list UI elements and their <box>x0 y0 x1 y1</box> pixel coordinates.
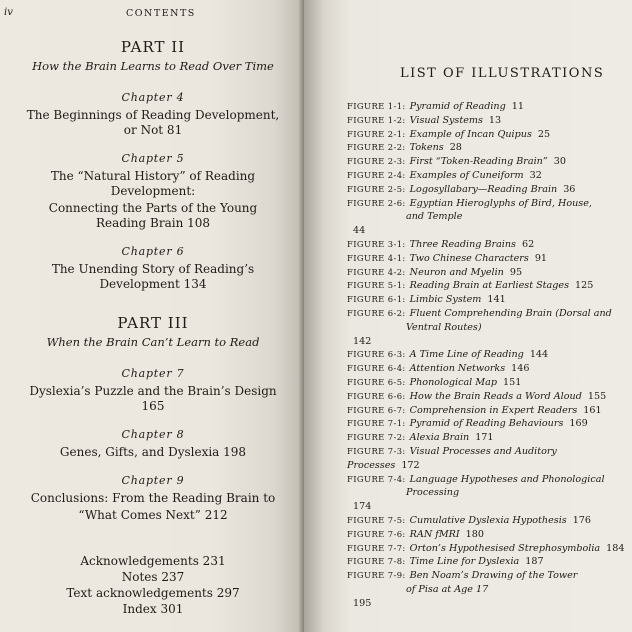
backmatter-entry: Acknowledgements 231 <box>80 554 226 568</box>
figure-entry <box>347 114 629 128</box>
figure-entry <box>347 183 629 197</box>
backmatter-entry: Notes 237 <box>121 570 185 584</box>
figure-number: FIGURE 2-6: <box>347 197 406 208</box>
figure-title <box>406 142 462 153</box>
chapter-label: Chapter 6 <box>121 245 185 258</box>
figure-entry <box>347 252 629 266</box>
chapter-title-line: “What Comes Next” 212 <box>78 508 228 522</box>
figure-number: FIGURE 7-7: <box>347 542 406 553</box>
figure-title <box>406 115 501 126</box>
chapter-entry <box>22 428 284 460</box>
figure-page-number: 195 <box>353 597 372 609</box>
figure-title <box>406 349 548 360</box>
figure-number: FIGURE 4-2: <box>347 266 406 277</box>
figure-number: FIGURE 1-2: <box>347 114 406 125</box>
figure-page-number: 172 <box>401 459 420 471</box>
figure-title-line: Processing <box>406 487 460 499</box>
chapter-title-line: The Unending Story of Reading’s Development 134 <box>51 262 255 291</box>
figure-title-line: Two Chinese Characters <box>409 252 529 264</box>
figure-title <box>406 377 522 388</box>
figure-title-line: How the Brain Reads a Word Aloud <box>409 390 582 402</box>
chapter-title-line: Connecting the Parts of the Young Reading Brain 108 <box>48 201 258 230</box>
figure-title-line: Pyramid of Reading <box>409 101 506 112</box>
figure-title-line: of Pisa at Age 17 <box>406 583 489 595</box>
figure-title-line: Time Line for Dyslexia <box>409 556 520 568</box>
figure-entry <box>347 100 629 114</box>
page-folio: iv <box>4 7 13 18</box>
figure-number: FIGURE 6-3: <box>347 349 406 360</box>
figure-entry <box>347 348 629 362</box>
figure-number: FIGURE 7-5: <box>347 514 406 525</box>
figure-page-number: 180 <box>465 528 484 540</box>
chapter-title-line: The “Natural History” of Reading Development: <box>50 169 256 198</box>
chapter-entry <box>22 152 284 231</box>
figure-number: FIGURE 6-6: <box>347 390 406 401</box>
figure-page-number: 30 <box>553 156 566 168</box>
figure-title-line: Language Hypotheses and Phonological <box>409 473 605 485</box>
chapter-title-line: The Beginnings of Reading Development, or Not 81 <box>26 108 280 137</box>
figure-page-number: 44 <box>353 225 366 237</box>
backmatter-entry: Text acknowledgements 297 <box>66 586 240 600</box>
part-heading <box>22 38 284 73</box>
figure-entry <box>347 417 629 431</box>
figure-number: FIGURE 7-4: <box>347 473 406 484</box>
figure-title-line: Tokens <box>409 142 444 154</box>
figure-page-number: 36 <box>563 183 576 195</box>
figure-title <box>406 556 544 567</box>
figure-number: FIGURE 7-2: <box>347 432 406 443</box>
figure-title-line: Orton’s Hypothesised Strephosymbolia <box>409 542 601 554</box>
figure-entry <box>347 528 629 542</box>
table-of-contents <box>22 38 284 617</box>
figure-page-number: 184 <box>606 542 625 554</box>
figure-page-number: 171 <box>475 432 494 444</box>
figure-title-line: A Time Line of Reading <box>409 349 524 361</box>
figure-number: FIGURE 6-5: <box>347 376 406 387</box>
figure-entry <box>347 514 629 528</box>
figure-title-line: Cumulative Dyslexia Hypothesis <box>409 514 567 526</box>
figure-number: FIGURE 7-8: <box>347 556 406 567</box>
figure-page-number: 187 <box>525 556 544 568</box>
part-subtitle: When the Brain Can’t Learn to Read <box>46 335 260 349</box>
figure-title-line: Example of Incan Quipus <box>409 128 532 140</box>
figure-title <box>406 543 625 554</box>
figure-title-line: Attention Networks <box>409 363 506 375</box>
figure-page-number: 13 <box>488 114 502 126</box>
figure-title-line: Visual Processes and Auditory Processes <box>347 445 557 471</box>
figure-title <box>406 184 576 195</box>
figure-title <box>406 239 535 250</box>
figure-title-line: Logosyllabary—Reading Brain <box>409 183 558 195</box>
figure-page-number: 169 <box>569 418 588 430</box>
figure-number: FIGURE 2-1: <box>347 128 406 139</box>
figure-number: FIGURE 6-2: <box>347 307 406 318</box>
chapter-title-line: Dyslexia’s Puzzle and the Brain’s Design 165 <box>29 384 277 413</box>
figure-number: FIGURE 2-2: <box>347 142 406 153</box>
figure-entry <box>347 266 629 280</box>
figure-entry <box>347 293 629 307</box>
figure-number: FIGURE 7-3: <box>347 445 406 456</box>
figure-title <box>406 129 550 140</box>
figure-entry <box>347 569 629 610</box>
figure-entry <box>347 197 629 238</box>
figure-title <box>406 418 588 429</box>
figure-title <box>406 280 594 291</box>
figure-title-line: Ventral Routes) <box>406 321 482 333</box>
chapter-label: Chapter 8 <box>121 428 185 441</box>
figure-entry <box>347 169 629 183</box>
chapter-entry <box>22 91 284 138</box>
figure-title-line: Three Reading Brains <box>409 238 516 250</box>
figure-title <box>406 101 524 112</box>
figure-title-line: Neuron and Myelin <box>409 266 504 278</box>
figure-title-line: Reading Brain at Earliest Stages <box>409 280 569 292</box>
chapter-entry <box>22 367 284 414</box>
figure-entry <box>347 238 629 252</box>
figure-title-line: First “Token-Reading Brain” <box>409 156 548 168</box>
figure-entry <box>347 155 629 169</box>
part-title: PART II <box>120 38 186 56</box>
chapter-label: Chapter 5 <box>121 152 185 165</box>
figure-number: FIGURE 7-6: <box>347 528 406 539</box>
figure-number: FIGURE 1-1: <box>347 101 406 111</box>
figure-title-line: Examples of Cuneiform <box>409 169 524 181</box>
figure-entry <box>347 279 629 293</box>
figure-number: FIGURE 7-9: <box>347 570 406 581</box>
figure-title-line: Comprehension in Expert Readers <box>409 404 578 416</box>
figure-page-number: 146 <box>511 363 530 375</box>
figure-number: FIGURE 2-5: <box>347 183 406 194</box>
chapter-label: Chapter 7 <box>121 367 185 380</box>
figure-entry <box>347 141 629 155</box>
figure-number: FIGURE 3-1: <box>347 238 406 249</box>
figure-number: FIGURE 7-1: <box>347 418 406 429</box>
figure-page-number: 151 <box>503 376 522 388</box>
figure-entry <box>347 542 629 556</box>
figure-page-number: 62 <box>521 238 535 250</box>
chapter-entry <box>22 474 284 523</box>
figure-title-line: Visual Systems <box>409 114 483 126</box>
figure-title-line: Limbic System <box>409 294 482 306</box>
figure-page-number: 176 <box>572 514 591 526</box>
figure-title <box>406 267 522 278</box>
figure-number: FIGURE 2-3: <box>347 156 406 167</box>
figure-title-line: Phonological Map <box>409 376 497 388</box>
illustrations-list <box>347 100 629 610</box>
figure-title-line: Ben Noam’s Drawing of the Tower <box>409 570 578 582</box>
figure-page-number: 32 <box>529 169 542 181</box>
figure-page-number: 161 <box>583 404 602 416</box>
figure-entry <box>347 555 629 569</box>
figure-title-line: and Temple <box>406 211 463 223</box>
part-title: PART III <box>117 314 189 332</box>
chapter-label: Chapter 4 <box>121 91 185 104</box>
figure-page-number: 174 <box>353 501 372 513</box>
figure-entry <box>347 473 629 514</box>
figure-title-line: Egyptian Hieroglyphs of Bird, House, <box>409 197 592 209</box>
figure-title <box>406 253 547 264</box>
figure-entry <box>347 128 629 142</box>
backmatter-entry: Index 301 <box>122 602 184 616</box>
part-subtitle: How the Brain Learns to Read Over Time <box>32 59 274 73</box>
figure-title-line: Alexia Brain <box>409 432 470 444</box>
figure-title <box>406 170 542 181</box>
figure-title-line: Fluent Comprehending Brain (Dorsal and <box>409 307 612 319</box>
chapter-title-line: Genes, Gifts, and Dyslexia 198 <box>59 445 247 459</box>
figure-number: FIGURE 6-4: <box>347 363 406 374</box>
figure-title <box>406 156 566 167</box>
figure-page-number: 125 <box>575 280 594 292</box>
figure-entry <box>347 404 629 418</box>
figure-page-number: 95 <box>509 266 523 278</box>
figure-page-number: 141 <box>487 294 506 306</box>
figure-entry <box>347 376 629 390</box>
figure-page-number: 11 <box>511 101 524 112</box>
figure-entry <box>347 307 629 348</box>
figure-number: FIGURE 6-7: <box>347 404 406 415</box>
figure-number: FIGURE 6-1: <box>347 294 406 305</box>
left-page <box>0 0 304 632</box>
chapter-entry <box>22 245 284 292</box>
part-heading <box>22 314 284 349</box>
chapter-title-line: Conclusions: From the Reading Brain to <box>30 491 276 505</box>
figure-title <box>406 529 484 540</box>
figure-number: FIGURE 5-1: <box>347 280 406 291</box>
figure-number: FIGURE 2-4: <box>347 169 406 180</box>
figure-entry <box>347 445 629 473</box>
figure-entry <box>347 390 629 404</box>
figure-page-number: 155 <box>587 390 607 402</box>
figure-page-number: 28 <box>449 142 462 154</box>
chapter-label: Chapter 9 <box>121 474 185 487</box>
figure-title <box>406 294 506 305</box>
figure-page-number: 91 <box>534 252 548 264</box>
figure-title-line: RAN fMRI <box>409 528 460 540</box>
figure-page-number: 25 <box>537 128 551 140</box>
figure-title <box>406 515 591 526</box>
figure-title <box>406 405 602 416</box>
figure-title <box>406 363 530 374</box>
figure-page-number: 142 <box>353 335 372 347</box>
figure-entry <box>347 362 629 376</box>
figure-title <box>406 391 607 402</box>
figure-entry <box>347 431 629 445</box>
figure-title <box>406 432 494 443</box>
list-of-illustrations-title: LIST OF ILLUSTRATIONS <box>400 66 605 81</box>
figure-title-line: Pyramid of Reading Behaviours <box>409 418 564 430</box>
running-head: CONTENTS <box>126 8 196 19</box>
backmatter-list <box>22 553 284 617</box>
figure-page-number: 144 <box>529 349 549 361</box>
figure-number: FIGURE 4-1: <box>347 252 406 263</box>
